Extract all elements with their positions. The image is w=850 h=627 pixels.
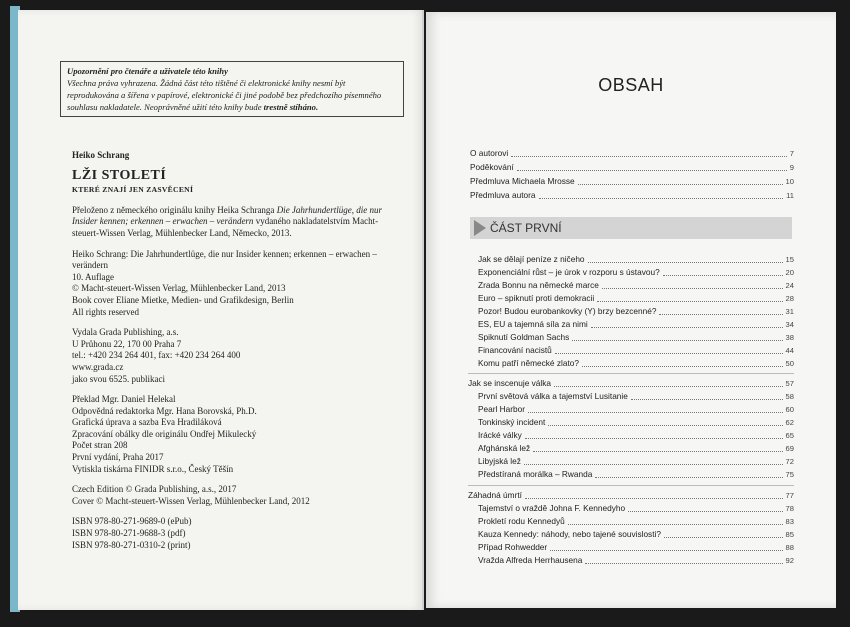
toc-entry-page: 58 [785,392,794,401]
translation-prefix: Přeloženo z německého originálu knihy Heika Schranga [72,204,277,215]
copyright-notice [60,61,404,117]
toc-entry[interactable] [478,345,794,356]
toc-entry-page: 11 [786,191,794,200]
toc-entry-label: Předmluva autora [470,190,536,200]
section-divider [468,373,794,374]
toc-entry[interactable] [478,503,794,514]
original-line: © Macht-steuert-Wissen Verlag, Mühlenbecker Land, 2013 [72,283,286,294]
toc-entry-page: 57 [785,379,794,388]
toc-entry-label: Irácké války [478,430,522,440]
toc-entry-page: 60 [785,405,794,414]
toc-entry-page: 44 [785,346,794,355]
toc-entry-page: 20 [785,268,794,277]
credits-line: První vydání, Praha 2017 [72,452,164,463]
toc-entry-label: Vražda Alfreda Herrhausena [478,555,583,565]
notice-title: Upozornění pro čtenáře a uživatele této knihy [67,66,228,76]
translation-suffix: vydaného nakladatelstvím Macht-steuert-Wissen Verlag, Mühlenbecker Land, Německo, 2013. [72,216,379,238]
toc-entry[interactable] [478,430,794,441]
publisher-line: tel.: +420 234 264 401, fax: +420 234 264 400 [72,350,241,361]
isbn-line: ISBN 978-80-271-9689-0 (ePub) [72,516,192,527]
toc-entry-page: 31 [785,307,794,316]
toc-entry-label: Jak se dělají peníze z ničeho [478,254,585,264]
toc-entry-label: Tajemství o vraždě Johna F. Kennedyho [478,503,626,513]
part-title: ČÁST PRVNÍ [490,221,562,235]
toc-entry-label: Pearl Harbor [478,404,526,414]
toc-entry[interactable] [478,456,794,467]
toc-entry-label: O autorovi [470,148,509,158]
toc-entry-page: 7 [789,149,794,158]
edition-line: Czech Edition © Grada Publishing, a.s., 2017 [72,484,237,495]
notice-emphasis: trestně stíháno. [263,102,319,112]
toc-entry-label: Předstíraná morálka – Rwanda [478,469,593,479]
toc-entry[interactable] [478,469,794,480]
toc-entry-page: 38 [785,333,794,342]
original-line: 10. Auflage [72,271,114,282]
toc-entry-page: 92 [785,556,794,565]
toc-entry[interactable] [478,443,794,454]
toc-entry[interactable] [470,176,794,187]
notice-body: Všechna práva vyhrazena. Žádná část této tištěné či elektronické knihy nesmí být reprodukována a šířena v papírové, elektronické či jiné podobě bez předchozího písemného souhlasu nakladatele. Neoprávněné užití této knihy bude [67,78,382,112]
toc-entry-page: 77 [785,491,794,500]
toc-entry-page: 88 [785,543,794,552]
toc-entry-page: 15 [785,255,794,264]
toc-entry-label: Předmluva Michaela Mrosse [470,176,575,186]
toc-entry[interactable] [478,516,794,527]
original-line: Book cover Eliane Mietke, Medien- und Grafikdesign, Berlin [72,294,294,305]
toc-entry-label: Exponenciální růst – je úrok v rozporu s ústavou? [478,267,660,277]
toc-entry[interactable] [470,148,794,159]
toc-entry[interactable] [478,332,794,343]
credits-line: Vytiskla tiskárna FINIDR s.r.o., Český Těšín [72,463,234,474]
toc-entry-page: 28 [785,294,794,303]
toc-section-label: Záhadná úmrtí [468,490,522,500]
credits-line: Grafická úprava a sazba Eva Hradiláková [72,417,222,428]
toc-entry-label: Poděkování [470,162,514,172]
toc-entry-page: 10 [785,177,794,186]
imprint-block [72,150,392,551]
right-page [426,12,836,608]
toc-entry[interactable] [470,162,794,173]
toc-section-entry[interactable] [468,378,794,389]
toc-entry-label: ES, EU a tajemná síla za nimi [478,319,588,329]
toc-entry-page: 62 [785,418,794,427]
toc-entry[interactable] [478,404,794,415]
toc-entry-label: Spiknutí Goldman Sachs [478,332,570,342]
credits-line: Odpovědná redaktorka Mgr. Hana Borovská, Ph.D. [72,405,257,416]
toc-entry-label: Afghánská lež [478,443,531,453]
toc-entry-label: Libyjská lež [478,456,521,466]
toc-entry-page: 9 [789,163,794,172]
credits-line: Překlad Mgr. Daniel Helekal [72,394,176,405]
toc-heading: OBSAH [598,75,664,95]
book-subtitle: KTERÉ ZNAJÍ JEN ZASVĚCENÍ [72,185,194,195]
translation-original-title: Die Jahrhundertlüge, die nur Insider kennen; erkennen – erwachen – verändern [72,204,383,227]
toc-entry[interactable] [478,280,794,291]
toc-entry[interactable] [478,267,794,278]
toc-entry-label: Zrada Bonnu na německé marce [478,280,599,290]
isbn-line: ISBN 978-80-271-9688-3 (pdf) [72,528,186,539]
toc-entry[interactable] [470,190,794,201]
toc-entry-page: 69 [785,444,794,453]
toc-entry-label: Tonkinský incident [478,417,546,427]
toc-entry-page: 85 [785,530,794,539]
toc-entry-page: 65 [785,431,794,440]
toc-entry-label: Komu patří německé zlato? [478,358,579,368]
original-line: Heiko Schrang: Die Jahrhundertlüge, die nur Insider kennen; erkennen – erwachen – verändern [72,248,377,271]
section-divider [468,485,794,486]
toc-entry-label: Případ Rohwedder [478,542,548,552]
book-author: Heiko Schrang [72,150,130,160]
publisher-line: www.grada.cz [72,361,124,372]
toc-entry-page: 78 [785,504,794,513]
table-of-contents [426,12,836,608]
toc-section-label: Jak se inscenuje válka [468,378,552,388]
toc-entry[interactable] [478,542,794,553]
toc-entry[interactable] [478,319,794,330]
toc-entry-page: 24 [785,281,794,290]
toc-entry[interactable] [478,529,794,540]
toc-entry-page: 75 [785,470,794,479]
book-title: LŽI STOLETÍ [72,167,167,183]
publisher-line: U Průhonu 22, 170 00 Praha 7 [72,338,182,349]
toc-entry-page: 83 [785,517,794,526]
translation-note [72,205,392,240]
toc-entry[interactable] [478,254,794,265]
original-line: All rights reserved [72,306,139,317]
toc-entry[interactable] [478,391,794,402]
toc-entry-page: 34 [785,320,794,329]
credits-line: Zpracování obálky dle originálu Ondřej Mikulecký [72,428,257,439]
toc-entry[interactable] [478,358,794,369]
arrow-icon [474,220,486,236]
edition-line: Cover © Macht-steuert-Wissen Verlag, Mühlenbecker Land, 2012 [72,495,310,506]
toc-entry[interactable] [478,555,794,566]
toc-section-entry[interactable] [468,490,794,501]
toc-entry-page: 50 [785,359,794,368]
toc-entry-label: Kauza Kennedy: náhody, nebo tajené souvislosti? [478,529,661,539]
toc-entry[interactable] [478,306,794,317]
toc-entry-label: První světová válka a tajemství Lusitanie [478,391,628,401]
toc-entry[interactable] [478,293,794,304]
toc-entry-label: Prokletí rodu Kennedyů [478,516,565,526]
toc-entry-page: 72 [785,457,794,466]
credits-line: Počet stran 208 [72,440,128,451]
toc-entry-label: Pozor! Budou eurobankovky (Y) brzy bezcenné? [478,306,657,316]
publisher-line: Vydala Grada Publishing, a.s. [72,327,179,338]
toc-entry-label: Euro – spiknutí proti demokracii [478,293,595,303]
toc-entry[interactable] [478,417,794,428]
isbn-line: ISBN 978-80-271-0310-2 (print) [72,539,191,550]
publisher-line: jako svou 6525. publikaci [72,373,165,384]
toc-entry-label: Financování nacistů [478,345,552,355]
